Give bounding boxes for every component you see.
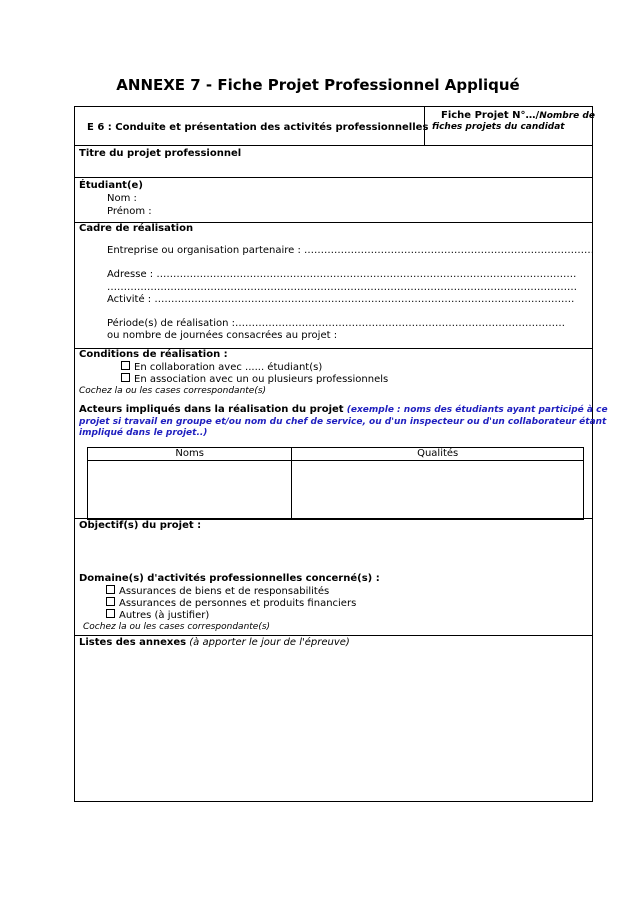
- epreuve-label: E 6 : Conduite et présentation des activités professionnelles: [87, 122, 429, 133]
- journees-field[interactable]: ou nombre de journées consacrées au projet :: [107, 330, 338, 341]
- fiche-number-label: Fiche Projet N°…/: [441, 110, 540, 121]
- annexes-label: Listes des annexes: [79, 637, 187, 648]
- objectifs-row: [75, 519, 592, 636]
- conditions-label: Conditions de réalisation :: [79, 349, 228, 360]
- acteurs-label: Acteurs impliqués dans la réalisation du projet: [79, 404, 344, 415]
- titre-projet-label: Titre du projet professionnel: [79, 148, 242, 159]
- qualites-cell[interactable]: [292, 461, 584, 520]
- checkbox-collaboration[interactable]: [121, 361, 130, 370]
- objectifs-label: Objectif(s) du projet :: [79, 520, 202, 531]
- acteurs-example-3: impliqué dans le projet..): [79, 428, 208, 438]
- conditions-row: [75, 349, 608, 519]
- annexes-heading: [79, 637, 350, 649]
- domaine-option-label: Autres (à justifier): [119, 610, 210, 621]
- domaines-hint: Cochez la ou les cases correspondante(s): [83, 622, 271, 632]
- periode-field[interactable]: Période(s) de réalisation :………………………………………………………………………………………: [107, 318, 565, 329]
- etudiant-row: [75, 178, 592, 223]
- titre-projet-row: [75, 146, 592, 178]
- conditions-hint: Cochez la ou les cases correspondante(s): [79, 386, 267, 396]
- project-form: [74, 106, 608, 802]
- condition-option-label: En collaboration avec ...... étudiant(s): [134, 362, 323, 373]
- activite-field[interactable]: Activité : ………………………………………………………………………………………………………………: [107, 294, 575, 305]
- cadre-label: Cadre de réalisation: [79, 223, 194, 234]
- fiche-number-note: Nombre de: [539, 111, 595, 121]
- fiche-number-note-2: fiches projets du candidat: [432, 122, 565, 132]
- checkbox-autres[interactable]: [106, 609, 115, 618]
- checkbox-personnes[interactable]: [106, 597, 115, 606]
- domaine-option-label: Assurances de personnes et produits financiers: [119, 598, 357, 609]
- column-qualites: Qualités: [292, 448, 584, 461]
- adresse-field[interactable]: Adresse : ………………………………………………………………………………………………………………: [107, 269, 577, 280]
- domaines-label: Domaine(s) d'activités professionnelles concerné(s) :: [79, 573, 380, 584]
- acteurs-table-row: [88, 461, 584, 520]
- cadre-row: [75, 223, 595, 349]
- checkbox-association[interactable]: [121, 373, 130, 382]
- checkbox-biens[interactable]: [106, 585, 115, 594]
- header-row: [75, 107, 595, 146]
- acteurs-table: [87, 447, 584, 520]
- nom-field[interactable]: Nom :: [107, 193, 137, 204]
- acteurs-example: (exemple : noms des étudiants ayant participé à ce: [346, 405, 608, 415]
- domaine-option-label: Assurances de biens et de responsabilités: [119, 586, 330, 597]
- noms-cell[interactable]: [88, 461, 292, 520]
- annexes-row: [75, 636, 592, 801]
- document-title: ANNEXE 7 - Fiche Projet Professionnel Appliqué: [116, 76, 520, 94]
- acteurs-example-2: projet si travail en groupe et/ou nom du chef de service, ou d'un inspecteur ou d'un collaborateur étant: [79, 417, 607, 427]
- prenom-field[interactable]: Prénom :: [107, 206, 152, 217]
- adresse-suite-field[interactable]: ……………………………………………………………………………………………………………………………: [107, 282, 577, 293]
- acteurs-table-header: [88, 448, 584, 461]
- column-noms: Noms: [88, 448, 292, 461]
- entreprise-field[interactable]: Entreprise ou organisation partenaire : ……………………………………………………………………………: [107, 245, 595, 256]
- condition-option-label: En association avec un ou plusieurs professionnels: [134, 374, 389, 385]
- annexes-note: (à apporter le jour de l'épreuve): [189, 637, 350, 648]
- acteurs-heading: [79, 404, 608, 416]
- etudiant-label: Étudiant(e): [79, 180, 143, 191]
